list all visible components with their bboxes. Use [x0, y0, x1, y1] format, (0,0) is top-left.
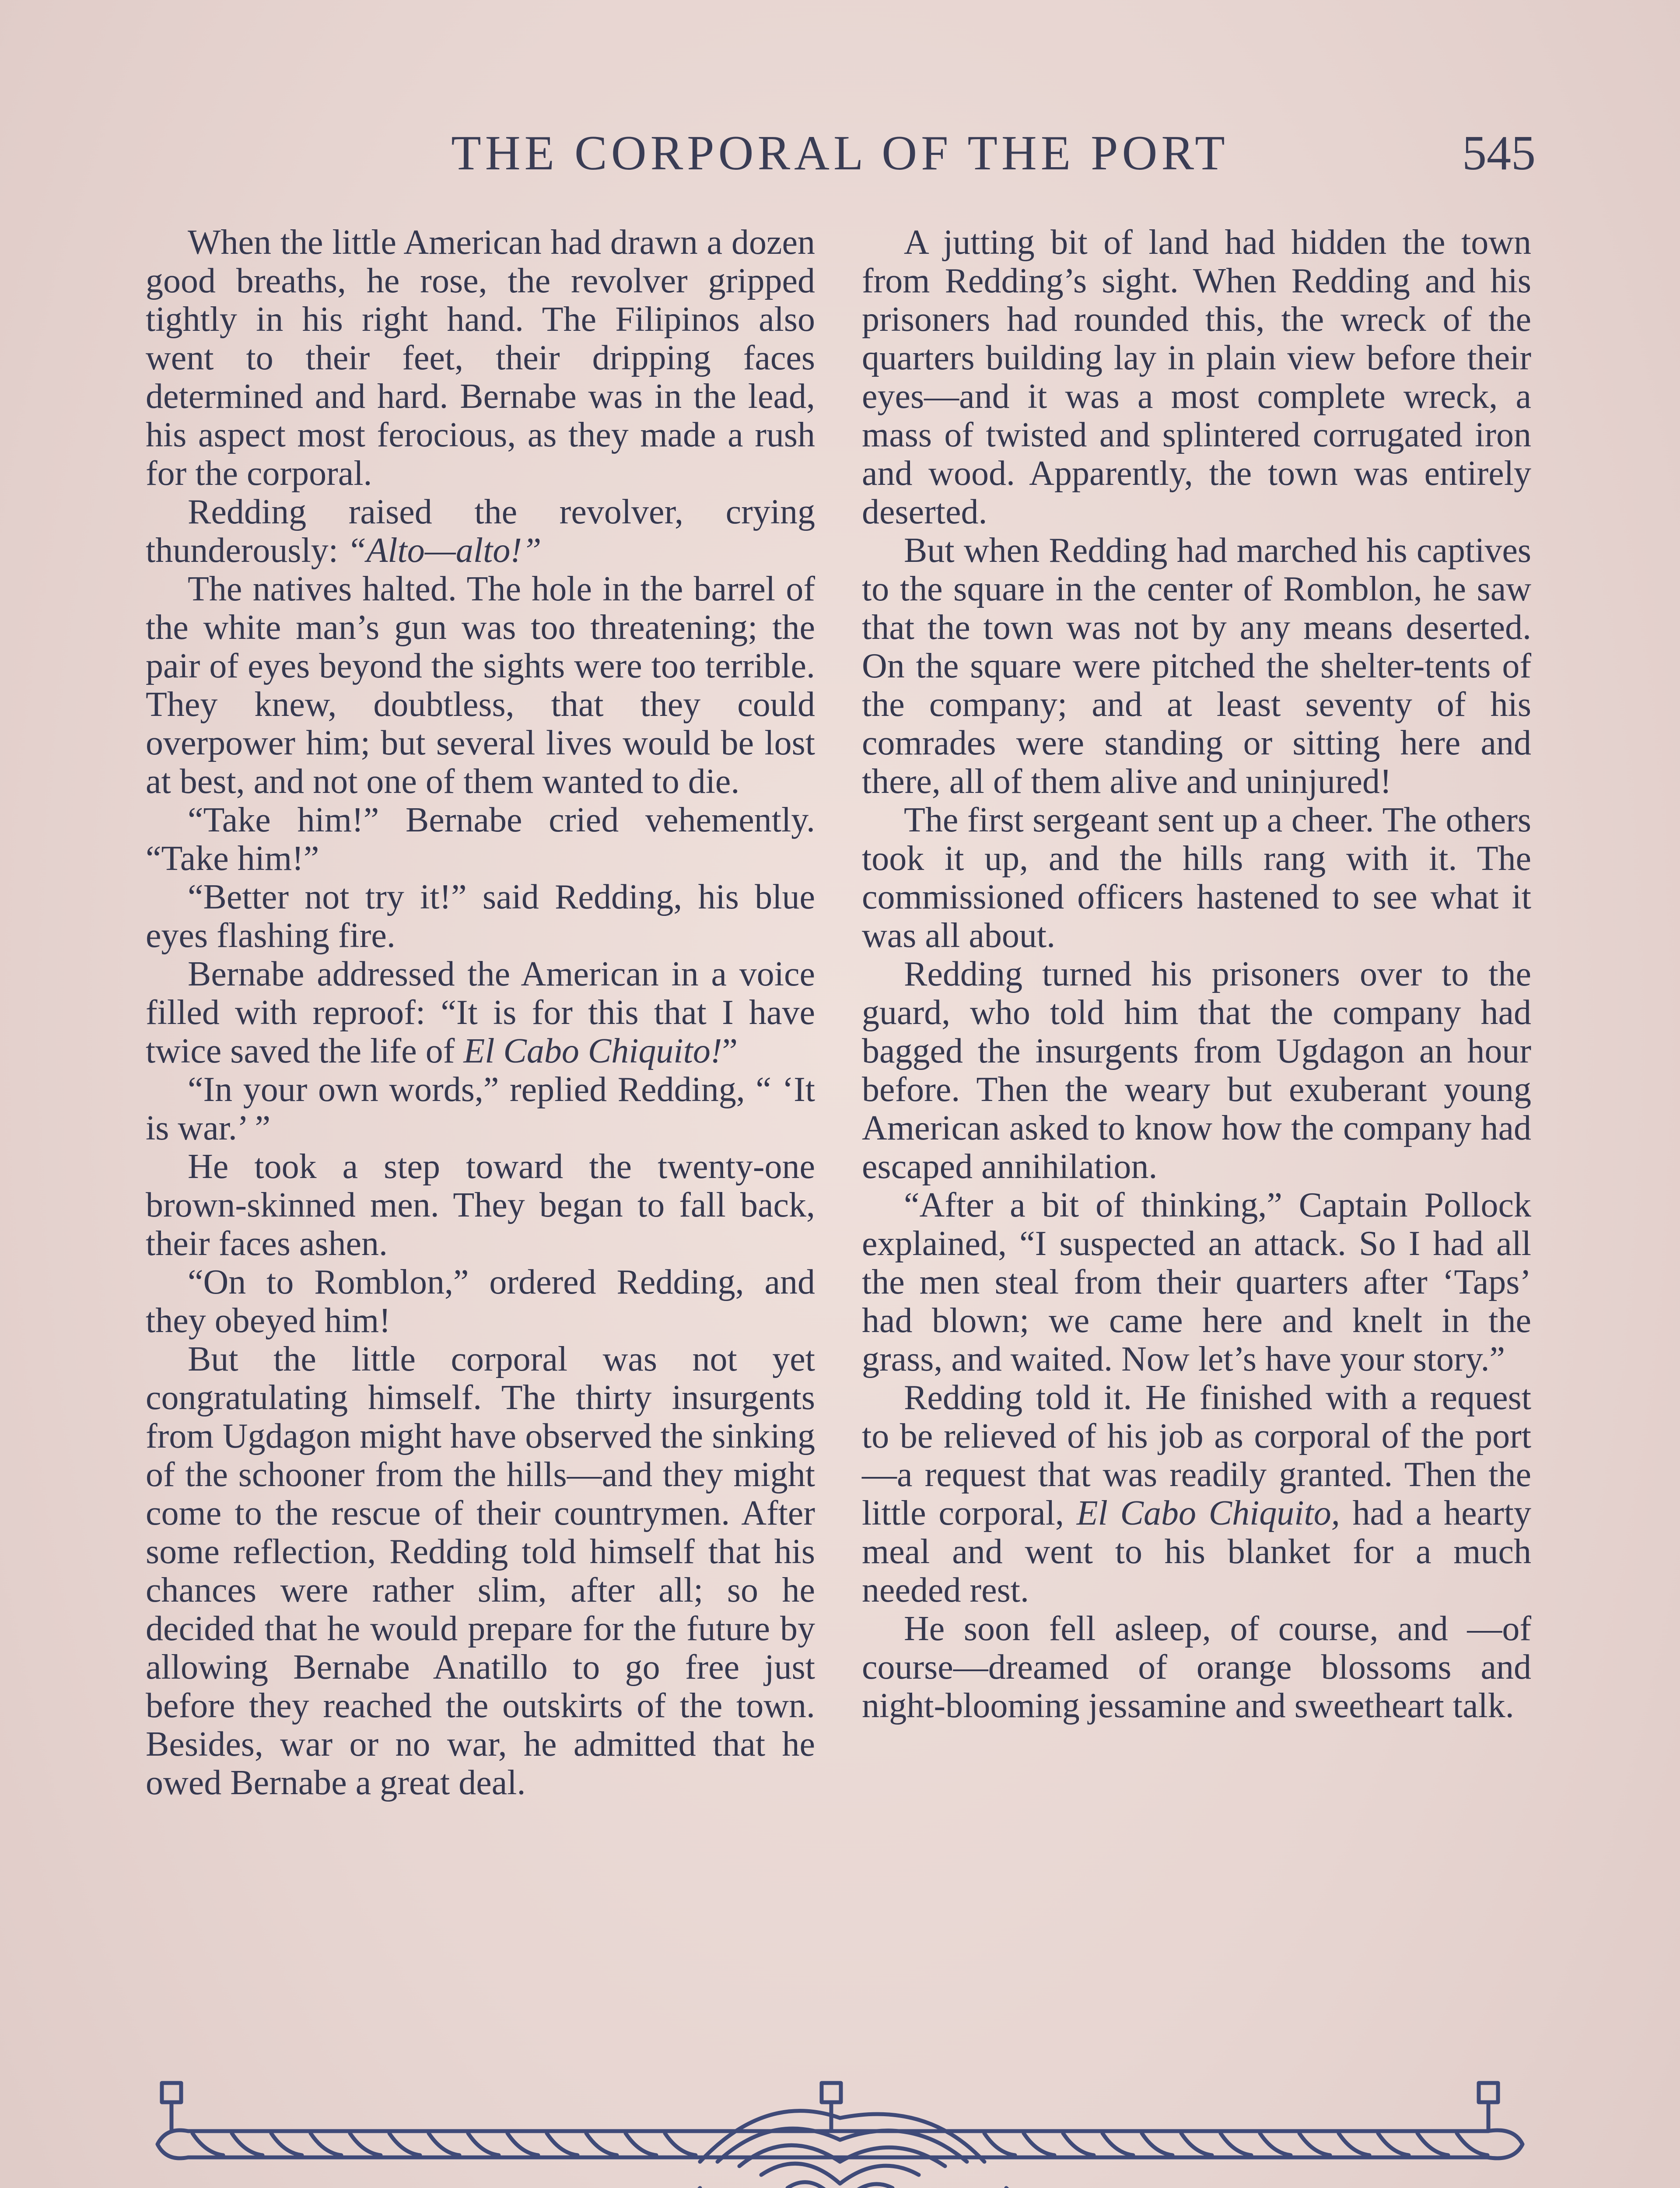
paragraph: Redding turned his prisoners over to the guard, who told him that the company had bagged the insurgents from Ugdagon an hour before. Then the weary but exuberant young American asked to know how the company had escaped annihilation.	[862, 955, 1531, 1186]
running-title: THE CORPORAL OF THE PORT	[451, 126, 1229, 180]
paragraph: “After a bit of thinking,” Captain Pollock explained, “I suspected an attack. So I had all the men steal from their quarters after ‘Taps’ had blown; we came here and knelt in the grass, and waited. Now let’s have your story.”	[862, 1186, 1531, 1378]
paragraph	[146, 955, 815, 1070]
paragraph-text: ”	[722, 1032, 738, 1070]
page-number: 545	[1462, 126, 1536, 180]
paragraph: But when Redding had marched his captives to the square in the center of Romblon, he saw that the town was not by any means deserted. On the square were pitched the shelter-tents of the company; and at least seventy of his comrades were standing or sitting here and there, all of them alive and uninjured!	[862, 531, 1531, 801]
paragraph: A jutting bit of land had hidden the town from Redding’s sight. When Redding and his prisoners had rounded this, the wreck of the quarters building lay in plain view before their eyes—and it was a most complete wreck, a mass of twisted and splintered corrugated iron and wood. Apparently, the town was entirely deserted.	[862, 223, 1531, 531]
paragraph-text: Redding told it. He finished with a request to be relieved of his job as corporal of the port—a request that was readily granted. Then the little corporal,	[862, 1378, 1531, 1532]
paragraph-text: Bernabe addressed the American in a voice filled with reproof: “It is for this that I have twice saved the life of	[146, 955, 815, 1070]
paragraph: “Better not try it!” said Redding, his blue eyes flashing fire.	[146, 878, 815, 955]
paragraph: “On to Romblon,” ordered Redding, and they obeyed him!	[146, 1263, 815, 1340]
paragraph: He soon fell asleep, of course, and —of course—dreamed of orange blossoms and night-blooming jessamine and sweetheart talk.	[862, 1609, 1531, 1725]
paragraph: “Take him!” Bernabe cried vehemently. “Take him!”	[146, 801, 815, 878]
paragraph: He took a step toward the twenty-one brown-skinned men. They began to fall back, their faces ashen.	[146, 1147, 815, 1263]
italic-text: El Cabo Chiquito,	[1076, 1494, 1340, 1532]
shell-ornament-icon	[131, 2074, 1549, 2188]
paragraph: But the little corporal was not yet congratulating himself. The thirty insurgents from Ugdagon might have observed the sinking of the schooner from the hills—and they might come to the rescue of their countrymen. After some reflection, Redding told himself that his chances were rather slim, after all; so he decided that he would prepare for the future by allowing Bernabe Anatillo to go free just before they reached the outskirts of the town. Besides, war or no war, he admitted that he owed Bernabe a great deal.	[146, 1340, 815, 1802]
paragraph	[862, 1378, 1531, 1609]
running-header	[0, 125, 1680, 182]
paragraph: “In your own words,” replied Redding, “ ‘It is war.’ ”	[146, 1070, 815, 1147]
right-column	[862, 223, 1531, 1725]
paragraph	[146, 493, 815, 570]
italic-text: El Cabo Chiquito!	[463, 1032, 722, 1070]
left-column	[146, 223, 815, 1802]
paragraph: The natives halted. The hole in the barrel of the white man’s gun was too threatening; the pair of eyes beyond the sights were too terrible. They knew, doubtless, that they could overpower him; but several lives would be lost at best, and not one of them wanted to die.	[146, 570, 815, 801]
paragraph-text: had a hearty meal and went to his blanket for a much needed rest.	[862, 1494, 1531, 1609]
paragraph-text: Redding raised the revolver, crying thunderously:	[146, 493, 815, 570]
italic-text: “Alto—alto!”	[346, 531, 542, 570]
paragraph: When the little American had drawn a dozen good breaths, he rose, the revolver gripped tightly in his right hand. The Filipinos also went to their feet, their dripping faces determined and hard. Bernabe was in the lead, his aspect most ferocious, as they made a rush for the corporal.	[146, 223, 815, 493]
paragraph: The first sergeant sent up a cheer. The others took it up, and the hills rang with it. The commissioned officers hastened to see what it was all about.	[862, 801, 1531, 955]
